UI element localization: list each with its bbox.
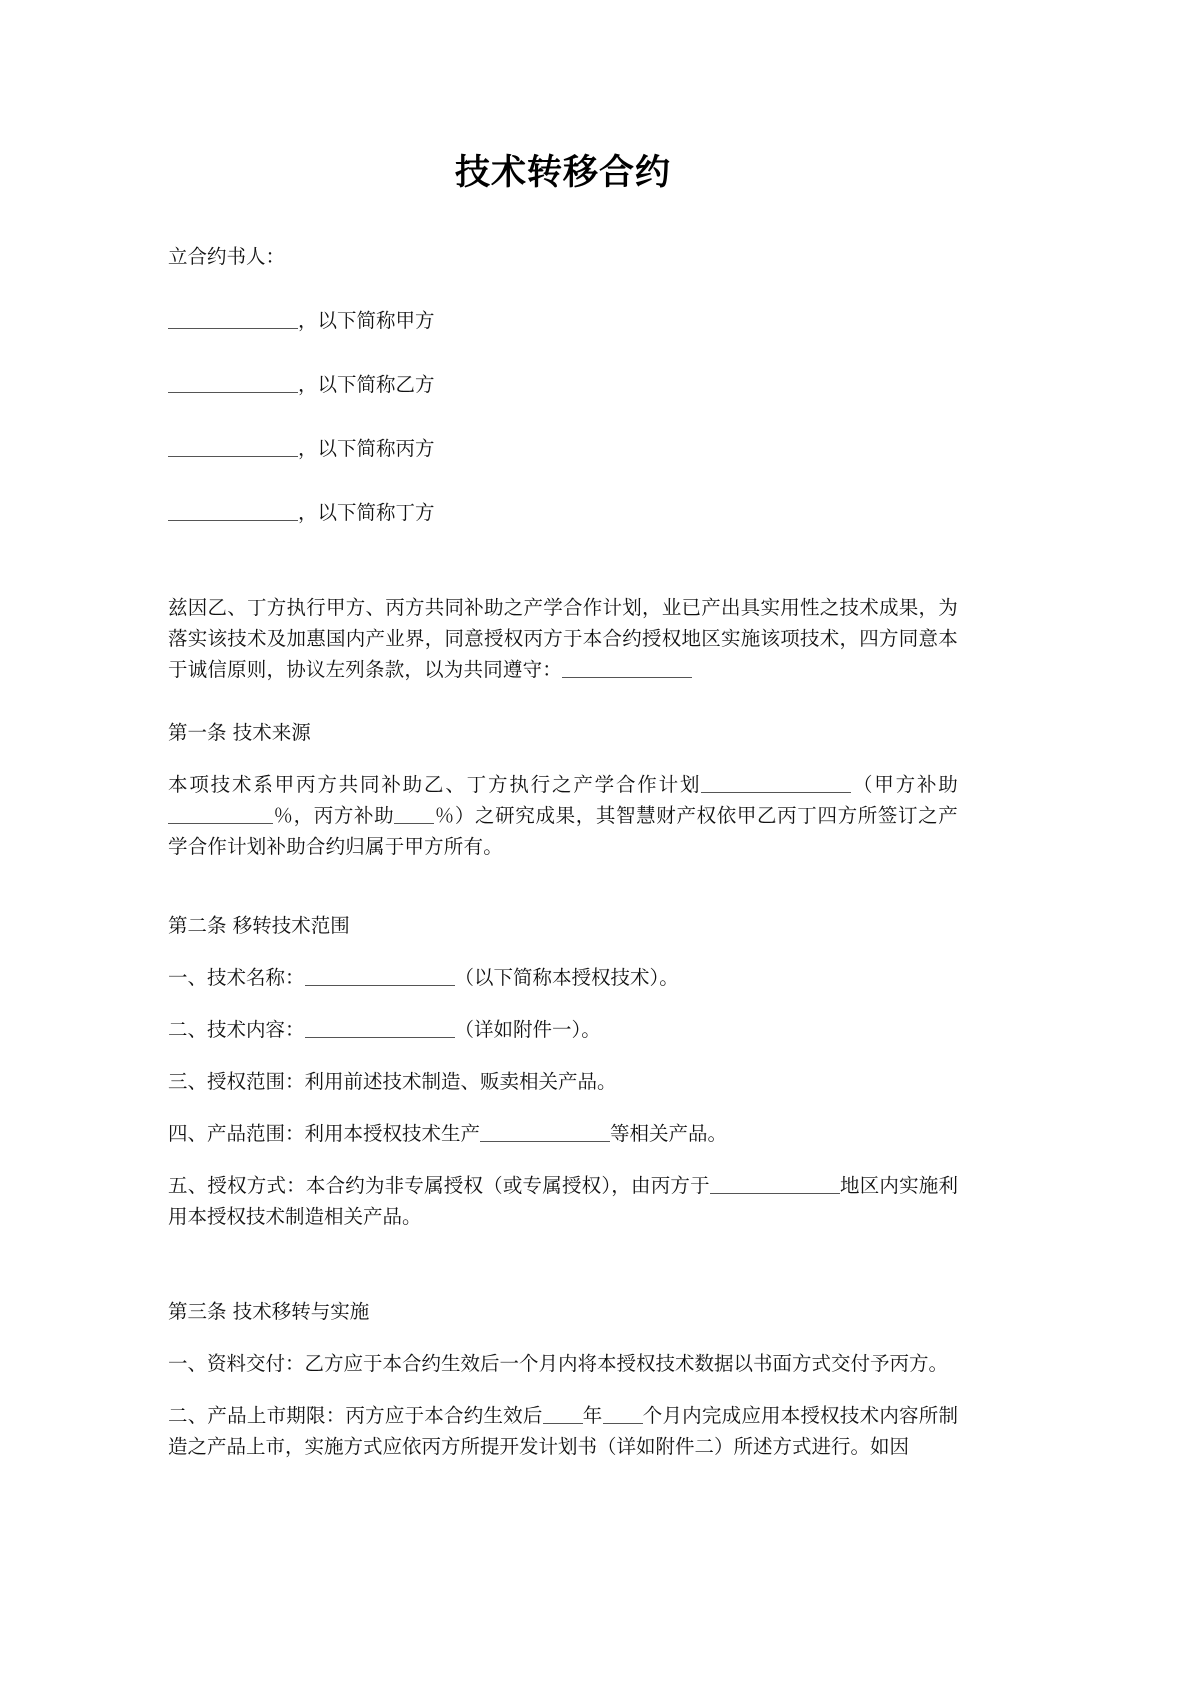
party-label-yi: ，以下简称乙方 bbox=[298, 373, 435, 396]
party-blank-bing[interactable] bbox=[168, 436, 298, 457]
clause-1-blank-plan[interactable] bbox=[701, 772, 851, 793]
clause-2-item-4-text-2: 等相关产品。 bbox=[610, 1122, 728, 1145]
clause-2-item-3 bbox=[168, 1066, 958, 1097]
spacer bbox=[168, 1149, 958, 1170]
document-body bbox=[168, 0, 958, 1462]
spacer bbox=[168, 748, 958, 769]
clause-1-text-3: ％，丙方补助 bbox=[273, 804, 395, 827]
clause-2-item-1-text-1: 一、技术名称： bbox=[168, 966, 305, 989]
clause-heading-2: 第二条 移转技术范围 bbox=[168, 914, 350, 937]
spacer bbox=[168, 1379, 958, 1400]
clause-3-item-2-text-3: 个月内完成应用本授权技术内容所制造之产品上市，实施方式应依丙方所提开发计划书（详如附件二）所述方式进行。如因 bbox=[168, 1404, 958, 1458]
spacer bbox=[168, 1232, 958, 1296]
clause-2-item-5-blank[interactable] bbox=[710, 1173, 840, 1194]
clause-3-item-2-blank-month[interactable] bbox=[603, 1403, 643, 1424]
recital-blank[interactable] bbox=[562, 657, 692, 678]
clause-1-blank-bing-pct[interactable] bbox=[394, 803, 434, 824]
clause-heading-1: 第一条 技术来源 bbox=[168, 721, 311, 744]
clause-2-item-4 bbox=[168, 1118, 958, 1149]
clause-3-item-1 bbox=[168, 1348, 958, 1379]
clause-1-text-4: ％）之研究成果，其智慧财产权依甲乙丙丁四方所签订之产学合作计划补助合约归属于甲方所有。 bbox=[168, 804, 958, 858]
party-line-yi bbox=[168, 369, 958, 400]
party-label-bing: ，以下简称丙方 bbox=[298, 437, 435, 460]
clause-1-text-1: 本项技术系甲丙方共同补助乙、丁方执行之产学合作计划 bbox=[168, 773, 702, 796]
clause-2-item-2 bbox=[168, 1014, 958, 1045]
party-blank-ding[interactable] bbox=[168, 500, 298, 521]
clause-3-item-2-blank-year[interactable] bbox=[543, 1403, 583, 1424]
page-title: 技术转移合约 bbox=[454, 153, 671, 193]
clause-2-item-2-text-2: （详如附件一）。 bbox=[454, 1018, 601, 1041]
preamble-label-line bbox=[168, 241, 958, 272]
clause-3-item-2 bbox=[168, 1400, 958, 1462]
party-label-jia: ，以下简称甲方 bbox=[298, 309, 435, 332]
spacer bbox=[168, 862, 958, 910]
clause-1-body bbox=[168, 769, 958, 862]
clause-2-item-2-blank[interactable] bbox=[305, 1017, 455, 1038]
clause-2-item-1-blank[interactable] bbox=[305, 965, 455, 986]
clause-2-item-5 bbox=[168, 1170, 958, 1232]
clause-1-text-2: （甲方补助 bbox=[851, 773, 958, 796]
party-line-ding bbox=[168, 497, 958, 528]
party-blank-jia[interactable] bbox=[168, 308, 298, 329]
spacer bbox=[168, 1327, 958, 1348]
spacer bbox=[168, 685, 958, 717]
clause-3-item-1-text-1: 一、资料交付：乙方应于本合约生效后一个月内将本授权技术数据以书面方式交付予丙方。 bbox=[168, 1352, 949, 1375]
clause-2-item-4-text-1: 四、产品范围：利用本授权技术生产 bbox=[168, 1122, 481, 1145]
clause-1-blank-jia-pct[interactable] bbox=[168, 803, 273, 824]
spacer bbox=[168, 993, 958, 1014]
party-blank-yi[interactable] bbox=[168, 372, 298, 393]
recital-text: 兹因乙、丁方执行甲方、丙方共同补助之产学合作计划，业已产出具实用性之技术成果，为落实该技术及加惠国内产业界，同意授权丙方于本合约授权地区实施该项技术，四方同意本于诚信原则，协议左列条款，以为共同遵守： bbox=[168, 596, 958, 681]
clause-2-item-4-blank[interactable] bbox=[480, 1121, 610, 1142]
spacer bbox=[168, 1097, 958, 1118]
clause-2-item-3-text-1: 三、授权范围：利用前述技术制造、贩卖相关产品。 bbox=[168, 1070, 617, 1093]
clause-heading-3: 第三条 技术移转与实施 bbox=[168, 1300, 370, 1323]
clause-3-item-2-text-1: 二、产品上市期限：丙方应于本合约生效后 bbox=[168, 1404, 543, 1427]
party-line-bing bbox=[168, 433, 958, 464]
spacer bbox=[168, 1045, 958, 1066]
recital-paragraph bbox=[168, 592, 958, 685]
clause-2-item-1 bbox=[168, 962, 958, 993]
party-label-ding: ，以下简称丁方 bbox=[298, 501, 435, 524]
clause-3-item-2-text-2: 年 bbox=[582, 1404, 603, 1427]
clause-2-item-2-text-1: 二、技术内容： bbox=[168, 1018, 305, 1041]
clause-2-item-5-text-1: 五、授权方式：本合约为非专属授权（或专属授权），由丙方于 bbox=[168, 1174, 710, 1197]
clause-2-item-5-text-2: 地区内实施利用本授权技术制造相关产品。 bbox=[168, 1174, 958, 1228]
clause-2-item-1-text-2: （以下简称本授权技术）。 bbox=[454, 966, 679, 989]
spacer bbox=[168, 528, 958, 592]
party-line-jia bbox=[168, 305, 958, 336]
preamble-label: 立合约书人： bbox=[168, 245, 286, 268]
spacer bbox=[168, 941, 958, 962]
